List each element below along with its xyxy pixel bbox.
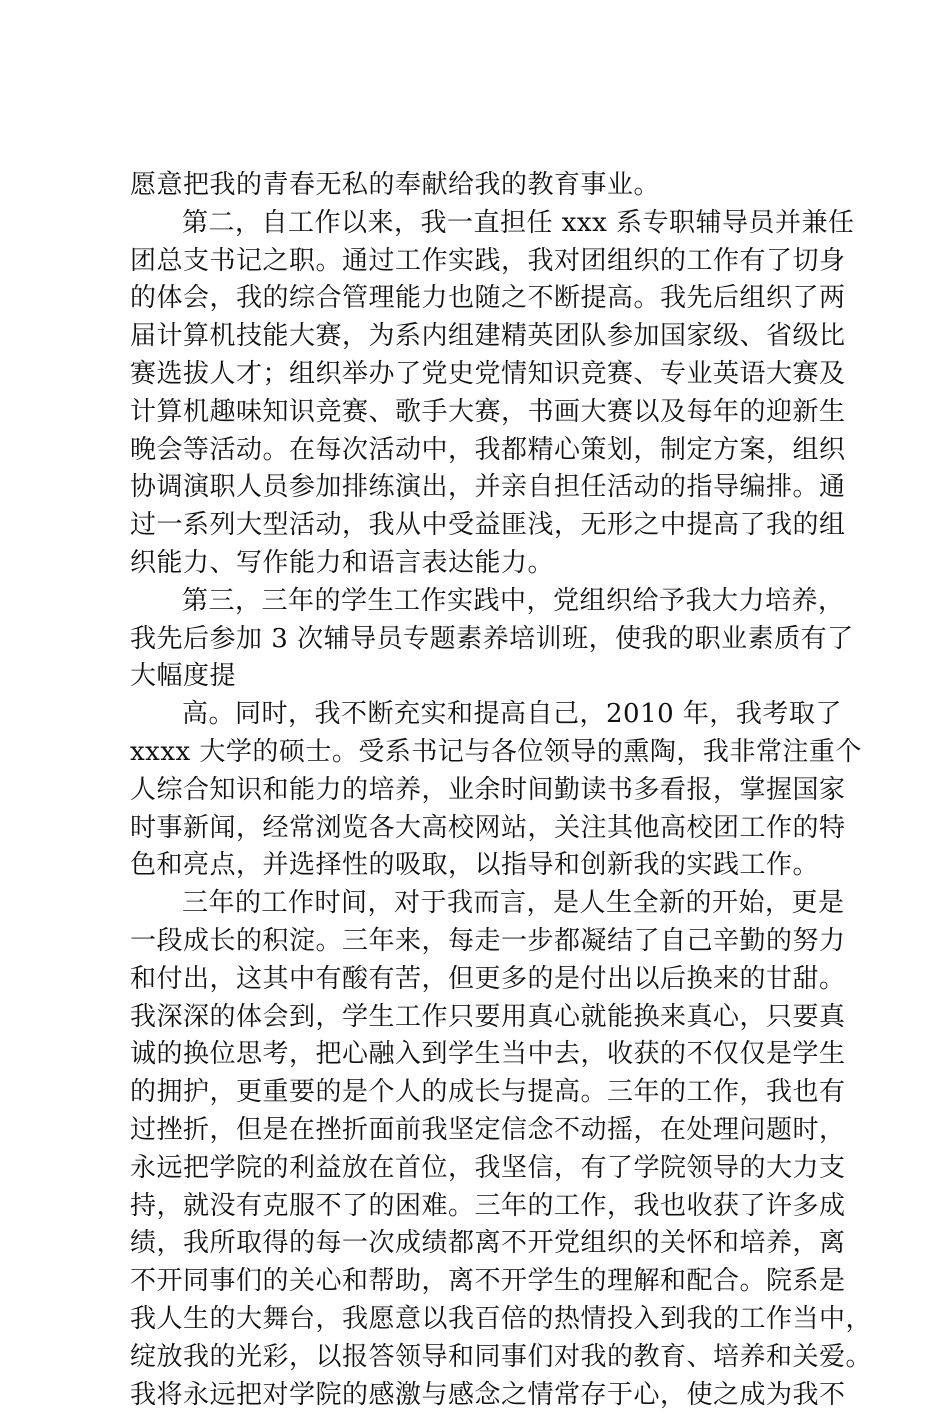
text-line: 的拥护，更重要的是个人的成长与提高。三年的工作，我也有 <box>130 1074 830 1112</box>
text-line: 我人生的大舞台，我愿意以我百倍的热情投入到我的工作当中， <box>130 1301 830 1339</box>
text-line: 赛选拔人才；组织举办了党史党情知识竞赛、专业英语大赛及 <box>130 356 830 394</box>
text-line: 持，就没有克服不了的困难。三年的工作，我也收获了许多成 <box>130 1188 830 1226</box>
text-line: 我先后参加 3 次辅导员专题素养培训班，使我的职业素质有了 <box>130 621 830 659</box>
text-line: 一段成长的积淀。三年来，每走一步都凝结了自己辛勤的努力 <box>130 923 830 961</box>
text-line: 色和亮点，并选择性的吸取，以指导和创新我的实践工作。 <box>130 847 830 885</box>
text-line: 时事新闻，经常浏览各大高校网站，关注其他高校团工作的特 <box>130 810 830 848</box>
body-text <box>130 167 830 1414</box>
text-line: 大幅度提 <box>130 658 830 696</box>
text-line: 团总支书记之职。通过工作实践，我对团组织的工作有了切身 <box>130 243 830 281</box>
text-line: 高。同时，我不断充实和提高自己，2010 年，我考取了 <box>130 696 830 734</box>
text-line: 织能力、写作能力和语言表达能力。 <box>130 545 830 583</box>
text-line: 过挫折，但是在挫折面前我坚定信念不动摇，在处理问题时， <box>130 1112 830 1150</box>
text-line: 第二，自工作以来，我一直担任 xxx 系专职辅导员并兼任 <box>130 205 830 243</box>
text-line: 过一系列大型活动，我从中受益匪浅，无形之中提高了我的组 <box>130 507 830 545</box>
text-line: 我将永远把对学院的感激与感念之情常存于心，使之成为我不 <box>130 1377 830 1414</box>
text-line: 永远把学院的利益放在首位，我坚信，有了学院领导的大力支 <box>130 1150 830 1188</box>
text-line: 计算机趣味知识竞赛、歌手大赛，书画大赛以及每年的迎新生 <box>130 394 830 432</box>
text-line: 第三，三年的学生工作实践中，党组织给予我大力培养， <box>130 583 830 621</box>
text-line: 届计算机技能大赛，为系内组建精英团队参加国家级、省级比 <box>130 318 830 356</box>
text-line: 的体会，我的综合管理能力也随之不断提高。我先后组织了两 <box>130 280 830 318</box>
text-line: 人综合知识和能力的培养，业余时间勤读书多看报，掌握国家 <box>130 772 830 810</box>
text-line: 我深深的体会到，学生工作只要用真心就能换来真心，只要真 <box>130 999 830 1037</box>
text-line: 和付出，这其中有酸有苦，但更多的是付出以后换来的甘甜。 <box>130 961 830 999</box>
text-line: 晚会等活动。在每次活动中，我都精心策划，制定方案，组织 <box>130 432 830 470</box>
text-line: 愿意把我的青春无私的奉献给我的教育事业。 <box>130 167 830 205</box>
text-line: 绩，我所取得的每一次成绩都离不开党组织的关怀和培养，离 <box>130 1225 830 1263</box>
text-line: 不开同事们的关心和帮助，离不开学生的理解和配合。院系是 <box>130 1263 830 1301</box>
text-line: 绽放我的光彩，以报答领导和同事们对我的教育、培养和关爱。 <box>130 1339 830 1377</box>
text-line: xxxx 大学的硕士。受系书记与各位领导的熏陶，我非常注重个 <box>130 734 830 772</box>
text-line: 诚的换位思考，把心融入到学生当中去，收获的不仅仅是学生 <box>130 1036 830 1074</box>
text-line: 协调演职人员参加排练演出，并亲自担任活动的指导编排。通 <box>130 469 830 507</box>
text-line: 三年的工作时间，对于我而言，是人生全新的开始，更是 <box>130 885 830 923</box>
